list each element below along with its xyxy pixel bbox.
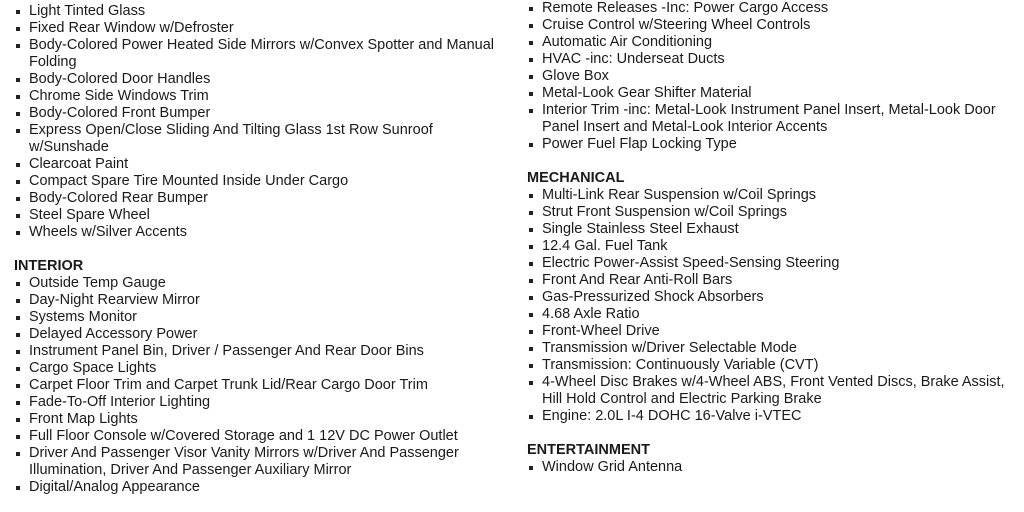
list-item: Single Stainless Steel Exhaust [527, 221, 1022, 238]
list-item: Window Grid Antenna [527, 459, 1022, 476]
entertainment-heading: ENTERTAINMENT [527, 442, 650, 458]
section-gap [14, 241, 504, 258]
list-item: Metal-Look Gear Shifter Material [527, 85, 1022, 102]
list-item: 12.4 Gal. Fuel Tank [527, 238, 1022, 255]
list-item: Outside Temp Gauge [14, 275, 504, 292]
list-item: Light Tinted Glass [14, 3, 504, 20]
right-column [527, 0, 1022, 476]
list-item: Express Open/Close Sliding And Tilting Glass 1st Row Sunroof w/Sunshade [14, 122, 504, 156]
list-item: Body-Colored Power Heated Side Mirrors w/Convex Spotter and Manual Folding [14, 37, 504, 71]
interior-list [14, 275, 504, 496]
list-item: Carpet Floor Trim and Carpet Trunk Lid/Rear Cargo Door Trim [14, 377, 504, 394]
list-item: Gas-Pressurized Shock Absorbers [527, 289, 1022, 306]
list-item: Automatic Air Conditioning [527, 34, 1022, 51]
list-item: Body-Colored Front Bumper [14, 105, 504, 122]
entertainment-section [527, 442, 1022, 476]
list-item: Cargo Space Lights [14, 360, 504, 377]
mechanical-heading: MECHANICAL [527, 170, 625, 186]
list-item: Multi-Link Rear Suspension w/Coil Springs [527, 187, 1022, 204]
list-item: Front Map Lights [14, 411, 504, 428]
list-item: Full Floor Console w/Covered Storage and 1 12V DC Power Outlet [14, 428, 504, 445]
section-gap [527, 153, 1022, 170]
list-item: Front And Rear Anti-Roll Bars [527, 272, 1022, 289]
interior-continued-section [527, 0, 1022, 153]
list-item: Digital/Analog Appearance [14, 479, 504, 496]
list-item: Interior Trim -inc: Metal-Look Instrument Panel Insert, Metal-Look Door Panel Insert and Metal-Look Interior Accents [527, 102, 1022, 136]
list-item: Driver And Passenger Visor Vanity Mirrors w/Driver And Passenger Illumination, Driver And Passenger Auxiliary Mirror [14, 445, 504, 479]
entertainment-list [527, 459, 1022, 476]
exterior-section [14, 3, 504, 241]
list-item: 4.68 Axle Ratio [527, 306, 1022, 323]
list-item: Transmission: Continuously Variable (CVT) [527, 357, 1022, 374]
list-item: Clearcoat Paint [14, 156, 504, 173]
list-item: Systems Monitor [14, 309, 504, 326]
list-item: Cruise Control w/Steering Wheel Controls [527, 17, 1022, 34]
mechanical-list [527, 187, 1022, 425]
list-item: Body-Colored Door Handles [14, 71, 504, 88]
list-item: Transmission w/Driver Selectable Mode [527, 340, 1022, 357]
list-item: Body-Colored Rear Bumper [14, 190, 504, 207]
list-item: Power Fuel Flap Locking Type [527, 136, 1022, 153]
list-item: Day-Night Rearview Mirror [14, 292, 504, 309]
list-item: Fade-To-Off Interior Lighting [14, 394, 504, 411]
list-item: Electric Power-Assist Speed-Sensing Steering [527, 255, 1022, 272]
list-item: HVAC -inc: Underseat Ducts [527, 51, 1022, 68]
exterior-list [14, 3, 504, 241]
interior-section [14, 258, 504, 496]
list-item: Compact Spare Tire Mounted Inside Under Cargo [14, 173, 504, 190]
list-item: Delayed Accessory Power [14, 326, 504, 343]
interior-heading: INTERIOR [14, 258, 84, 274]
mechanical-section [527, 170, 1022, 425]
list-item: Engine: 2.0L I-4 DOHC 16-Valve i-VTEC [527, 408, 1022, 425]
list-item: Remote Releases -Inc: Power Cargo Access [527, 0, 1022, 17]
list-item: Front-Wheel Drive [527, 323, 1022, 340]
list-item: Glove Box [527, 68, 1022, 85]
list-item: 4-Wheel Disc Brakes w/4-Wheel ABS, Front Vented Discs, Brake Assist, Hill Hold Control and Electric Parking Brake [527, 374, 1022, 408]
list-item: Wheels w/Silver Accents [14, 224, 504, 241]
section-gap [527, 425, 1022, 442]
list-item: Strut Front Suspension w/Coil Springs [527, 204, 1022, 221]
left-column [14, 3, 504, 496]
list-item: Steel Spare Wheel [14, 207, 504, 224]
list-item: Fixed Rear Window w/Defroster [14, 20, 504, 37]
interior-continued-list [527, 0, 1022, 153]
list-item: Instrument Panel Bin, Driver / Passenger And Rear Door Bins [14, 343, 504, 360]
list-item: Chrome Side Windows Trim [14, 88, 504, 105]
